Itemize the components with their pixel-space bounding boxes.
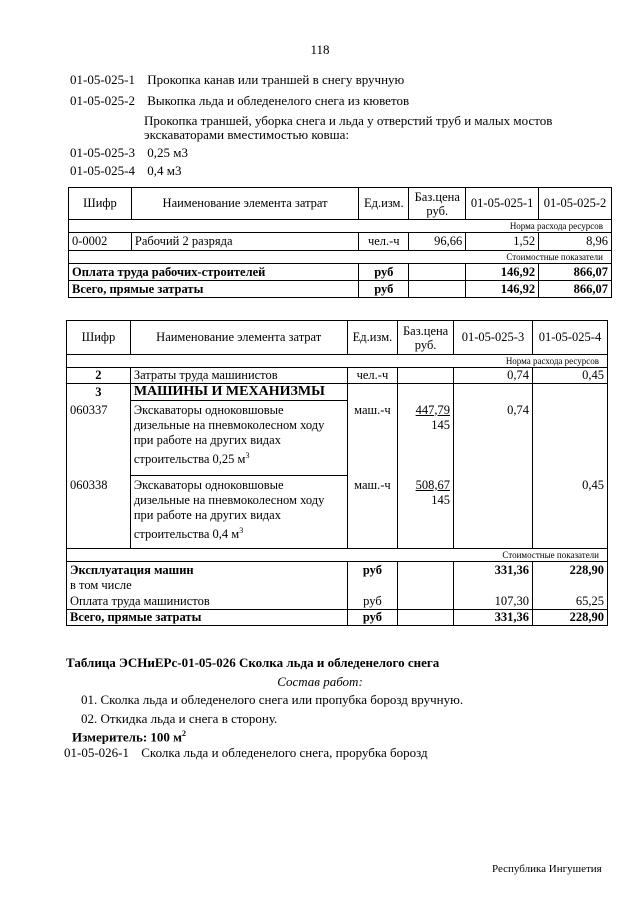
machine-unit: маш.-ч [347,401,398,476]
header-col1: 01-05-025-3 [453,321,532,355]
total-row-unit: руб [359,281,409,298]
machine-price: 447,79 145 [398,401,454,476]
total-row-value-1: 331,36 [453,610,532,626]
intro-line [70,72,404,88]
composition-item: 01. Сколка льда и обледенелого снега или пропубка борозд вручную. [81,692,464,707]
total-row-name: Оплата труда рабочих-строителей [69,264,359,281]
cost-label: Стоимостные показатели [69,251,612,264]
intro-text: Выкопка льда и обледенелого снега из кюветов [147,93,410,108]
machine-code: 060337 [67,401,131,476]
intro-code: 01-05-025-2 [70,93,135,108]
measure-unit: Измеритель: 100 $м^2$ [72,729,187,745]
composition-item: 02. Откидка льда и снега в сторону. [81,711,278,726]
row-unit: чел.-ч [359,233,409,251]
total-row-unit: руб [347,594,398,610]
intro-paragraph-line: экскаваторами вместимостью ковша: [144,127,350,142]
header-price: Баз.цена руб. [398,321,454,355]
total-row-name: Оплата труда машинистов [67,594,348,610]
resource-table-1 [68,187,612,298]
row-code: 2 [67,368,131,384]
size-text: 0,25 м3 [147,145,188,160]
size-line [70,145,188,161]
footer-region: Республика Ингушетия [492,863,602,875]
total-row-name: Всего, прямые затраты [69,281,359,298]
norm-label: Норма расхода ресурсов [69,220,612,233]
row-value-1: 0,74 [453,368,532,384]
row-code: 0-0002 [69,233,132,251]
intro-code: 01-05-025-1 [70,72,135,87]
page-number: 118 [310,42,330,57]
last-line [64,745,428,761]
row-price [398,368,454,384]
row-unit: чел.-ч [347,368,398,384]
machine-value-1 [453,476,532,549]
total-row-name: Всего, прямые затраты [67,610,348,626]
section-title: МАШИНЫ И МЕХАНИЗМЫ [130,384,347,401]
composition-title: Состав работ: [277,674,363,689]
total-row-value-2: 866,07 [539,281,612,298]
total-row-value-2: 866,07 [539,264,612,281]
row-value-1: 1,52 [466,233,539,251]
machine-value-2: 0,45 [532,476,607,549]
header-col2: 01-05-025-4 [532,321,607,355]
including-label: в том числе [67,578,348,594]
header-col1: 01-05-025-1 [466,188,539,220]
machine-value-1: 0,74 [453,401,532,476]
table-title: Таблица ЭСНиЕРс-01-05-026 Сколка льда и обледенелого снега [66,655,440,670]
row-price: 96,66 [409,233,466,251]
header-code: Шифр [67,321,131,355]
intro-line [70,93,409,109]
row-name: Затраты труда машинистов [130,368,347,384]
last-code: 01-05-026-1 [64,745,129,760]
header-unit: Ед.изм. [347,321,398,355]
header-name: Наименование элемента затрат [130,321,347,355]
machine-unit: маш.-ч [347,476,398,549]
size-code: 01-05-025-4 [70,163,135,178]
machine-name: Экскаваторы одноковшовые дизельные на пневмоколесном ходу при работе на других видах строительства 0,25 $м^3$ [130,401,347,476]
total-row-value-1: 331,36 [453,562,532,578]
machine-name: Экскаваторы одноковшовые дизельные на пневмоколесном ходу при работе на других видах строительства 0,4 $м^3$ [130,476,347,549]
last-text: Сколка льда и обледенелого снега, прорубка борозд [141,745,428,760]
intro-paragraph-line: Прокопка траншей, уборка снега и льда у отверстий труб и малых мостов [144,113,553,128]
header-name: Наименование элемента затрат [131,188,358,220]
total-row-unit: руб [347,610,398,626]
header-price: Баз.цена руб. [409,188,466,220]
total-row-value-2: 228,90 [532,562,607,578]
row-value-2: 0,45 [532,368,607,384]
total-row-price [409,264,466,281]
machine-code: 060338 [67,476,131,549]
norm-label: Норма расхода ресурсов [67,355,608,368]
size-line [70,163,181,179]
total-row-name: Эксплуатация машин [67,562,348,578]
intro-text: Прокопка канав или траншей в снегу вручную [147,72,405,87]
size-code: 01-05-025-3 [70,145,135,160]
header-unit: Ед.изм. [359,188,409,220]
section-code: 3 [67,384,131,401]
total-row-value-1: 146,92 [466,281,539,298]
cost-label: Стоимостные показатели [67,549,608,562]
total-row-unit: руб [347,562,398,578]
size-text: 0,4 м3 [147,163,182,178]
total-row-value-2: 65,25 [532,594,607,610]
machine-price: 508,67 145 [398,476,454,549]
total-row-unit: руб [359,264,409,281]
row-name: Рабочий 2 разряда [131,233,358,251]
total-row-value-1: 146,92 [466,264,539,281]
resource-table-2 [66,320,608,626]
total-row-price [409,281,466,298]
header-col2: 01-05-025-2 [539,188,612,220]
machine-value-2 [532,401,607,476]
header-code: Шифр [69,188,132,220]
total-row-value-2: 228,90 [532,610,607,626]
total-row-value-1: 107,30 [453,594,532,610]
row-value-2: 8,96 [539,233,612,251]
